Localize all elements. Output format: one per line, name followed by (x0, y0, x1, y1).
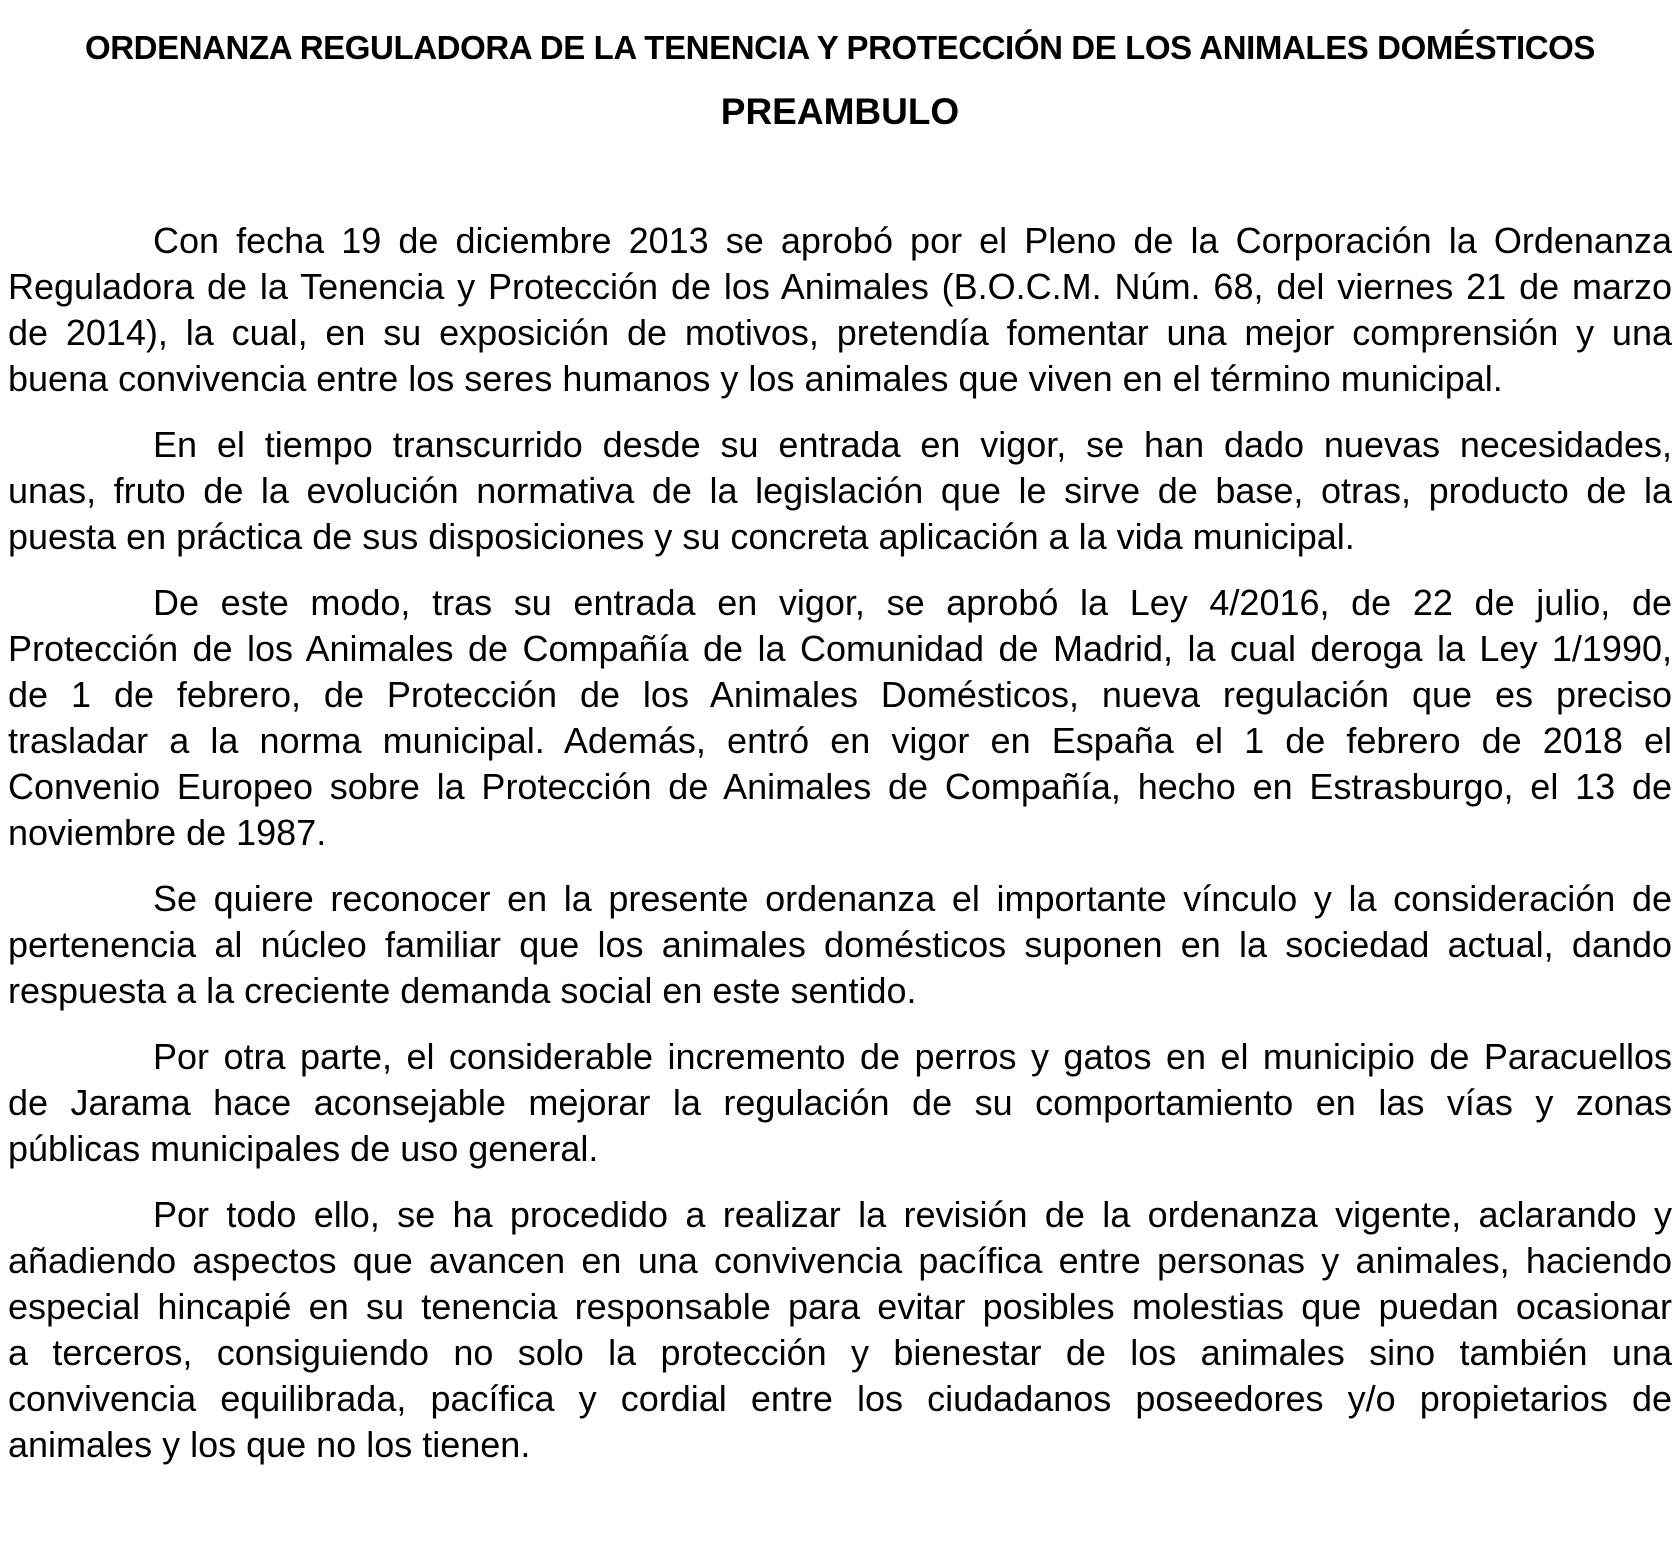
text-line: añadiendo aspectos que avancen en una convivencia pacífica entre personas y animales, haciendo (8, 1240, 1672, 1281)
text-line: puesta en práctica de sus disposiciones y su concreta aplicación a la vida municipal. (8, 516, 1355, 557)
text-line: respuesta a la creciente demanda social en este sentido. (8, 970, 917, 1011)
text-line: Se quiere reconocer en la presente ordenanza el importante vínculo y la consideración de (153, 878, 1672, 919)
paragraph (8, 422, 1672, 560)
text-line: convivencia equilibrada, pacífica y cordial entre los ciudadanos poseedores y/o propietarios de (8, 1378, 1672, 1419)
paragraph (8, 580, 1672, 856)
text-line: animales y los que no los tienen. (8, 1424, 531, 1465)
paragraph (8, 1192, 1672, 1468)
document-body (8, 218, 1672, 1468)
document-title: ORDENANZA REGULADORA DE LA TENENCIA Y PROTECCIÓN DE LOS ANIMALES DOMÉSTICOS (84, 29, 1596, 66)
text-line: de 1 de febrero, de Protección de los Animales Domésticos, nueva regulación que es preciso (8, 674, 1672, 715)
text-line: Con fecha 19 de diciembre 2013 se aprobó por el Pleno de la Corporación la Ordenanza (153, 220, 1672, 261)
text-line: trasladar a la norma municipal. Además, entró en vigor en España el 1 de febrero de 2018 el (8, 720, 1672, 761)
text-line: Por otra parte, el considerable incremento de perros y gatos en el municipio de Paracuellos (153, 1036, 1672, 1077)
text-line: Reguladora de la Tenencia y Protección de los Animales (B.O.C.M. Núm. 68, del viernes 21 de marzo (8, 266, 1672, 307)
text-line: de Jarama hace aconsejable mejorar la regulación de su comportamiento en las vías y zonas (8, 1082, 1672, 1123)
text-line: Convenio Europeo sobre la Protección de Animales de Compañía, hecho en Estrasburgo, el 13 de (8, 766, 1672, 807)
paragraph (8, 1034, 1672, 1172)
document-subtitle: PREAMBULO (720, 91, 960, 132)
text-line: pertenencia al núcleo familiar que los animales domésticos suponen en la sociedad actual, dando (8, 924, 1672, 965)
text-line: a terceros, consiguiendo no solo la protección y bienestar de los animales sino también una (8, 1332, 1672, 1373)
text-line: Protección de los Animales de Compañía de la Comunidad de Madrid, la cual deroga la Ley 1/1990, (8, 628, 1672, 669)
text-line: Por todo ello, se ha procedido a realizar la revisión de la ordenanza vigente, aclarando y (153, 1194, 1672, 1235)
text-line: unas, fruto de la evolución normativa de la legislación que le sirve de base, otras, producto de la (8, 470, 1672, 511)
text-line: De este modo, tras su entrada en vigor, se aprobó la Ley 4/2016, de 22 de julio, de (153, 582, 1672, 623)
text-line: buena convivencia entre los seres humanos y los animales que viven en el término municipal. (8, 358, 1503, 399)
text-line: especial hincapié en su tenencia responsable para evitar posibles molestias que puedan ocasionar (8, 1286, 1672, 1327)
paragraph (8, 218, 1672, 402)
paragraph (8, 876, 1672, 1014)
text-line: de 2014), la cual, en su exposición de motivos, pretendía fomentar una mejor comprensión y una (8, 312, 1672, 353)
text-line: públicas municipales de uso general. (8, 1128, 599, 1169)
text-line: En el tiempo transcurrido desde su entrada en vigor, se han dado nuevas necesidades, (153, 424, 1672, 465)
text-line: noviembre de 1987. (8, 812, 327, 853)
